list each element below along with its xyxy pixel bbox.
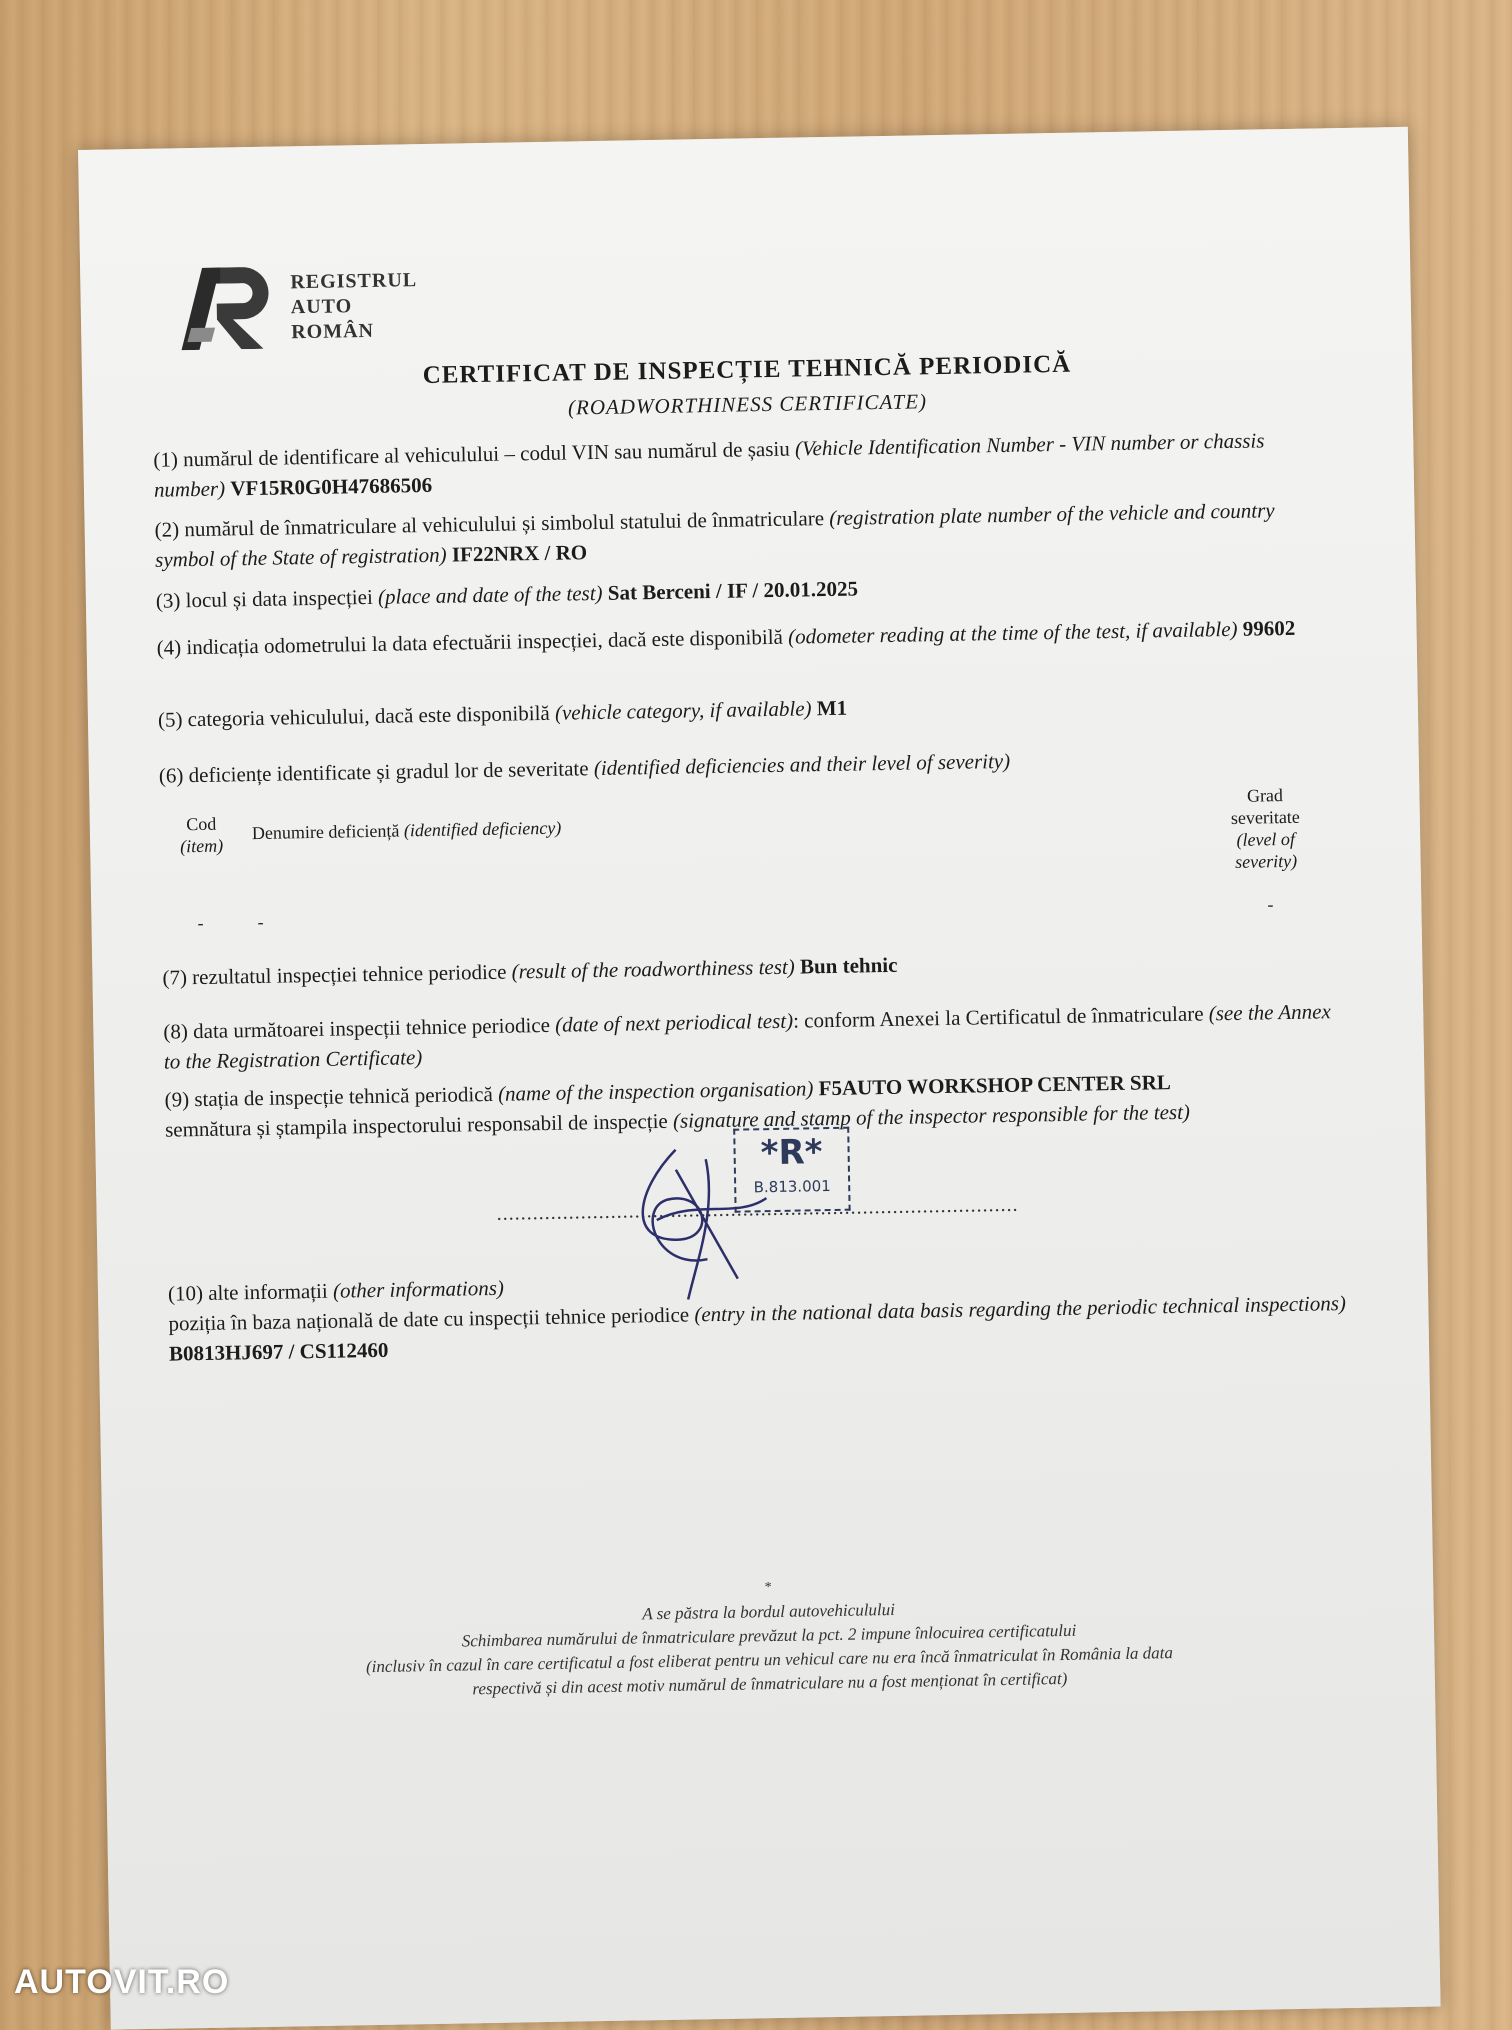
item-result-label: (7) rezultatul inspecției tehnice periodice <box>162 959 507 990</box>
logo-line-3: ROMÂN <box>291 319 375 344</box>
item-next-test <box>163 996 1344 1077</box>
deficiencies-table <box>159 783 1341 934</box>
stamp-code: B.813.001 <box>753 1177 831 1197</box>
footer-line-3: (inclusiv în cazul în care certificatul a fost eliberat pentru un vehicul care nu era încă înmatriculat în România la data <box>365 1643 1174 1677</box>
item-next-test-label: (8) data următoarei inspecții tehnice periodice <box>163 1012 551 1044</box>
rar-logo-icon <box>180 267 277 351</box>
footer-line-4: respectivă și din acest motiv numărul de înmatriculare nu a fost menționat în certificat) <box>472 1668 1068 1699</box>
item-vin-value: VF15R0G0H47686506 <box>230 472 433 501</box>
certificate-title: CERTIFICAT DE INSPECȚIE TEHNICĂ PERIODICĂ <box>422 350 1072 390</box>
col-denumire-label: Denumire deficiență <box>251 820 400 844</box>
col-cod-label: Cod <box>186 813 217 835</box>
autovit-watermark: AUTOVIT.RO <box>14 1963 230 2001</box>
item-place-date-label: (3) locul și data inspecției <box>155 584 373 613</box>
item-place-date-value: Sat Berceni / IF / 20.01.2025 <box>607 576 859 605</box>
item-result-value: Bun tehnic <box>799 952 898 979</box>
item-deficiencies-label-en: (identified deficiencies and their level of severity) <box>593 748 1011 781</box>
col-denumire <box>252 817 562 844</box>
logo-text <box>290 268 418 345</box>
col-grad-label-2: severitate <box>1230 806 1300 828</box>
logo-line-1: REGISTRUL <box>290 269 418 294</box>
item-result-label-en: (result of the roadworthiness test) <box>511 954 795 984</box>
item-plate-value: IF22NRX / RO <box>451 540 588 567</box>
item-odometer <box>156 612 1336 663</box>
item-next-test-value: : conform Anexei la Certificatul de înmatriculare <box>792 1001 1204 1033</box>
item-odometer-label: (4) indicația odometrului la data efectuării inspecției, dacă este disponibilă <box>156 624 784 660</box>
empty-grad: - <box>1267 894 1274 915</box>
stamp-letter: *R* <box>760 1132 823 1174</box>
footer-line-1: A se păstra la bordul autovehiculului <box>642 1599 896 1624</box>
empty-denumire: - <box>257 911 264 932</box>
signature-label: semnătura și ștampila inspectorului responsabil de inspecție <box>164 1108 668 1142</box>
item-vin-label: (1) numărul de identificare al vehiculului – codul VIN sau numărul de șasiu <box>153 436 790 472</box>
empty-cod: - <box>197 912 204 934</box>
item-next-test-value-en: (see the Annex to the Registration Certificate) <box>163 999 1332 1074</box>
certificate-subtitle: (ROADWORTHINESS CERTIFICATE) <box>567 389 928 420</box>
item-plate-label-en: (registration plate number of the vehicle and country symbol of the State of registration) <box>154 498 1275 572</box>
col-grad <box>1230 784 1300 873</box>
col-cod <box>180 813 224 858</box>
item-category <box>158 684 1338 735</box>
item-national-db-label-en: (entry in the national data basis regarding the periodic technical inspections) <box>694 1291 1347 1327</box>
footer-line-2: Schimbarea numărului de înmatriculare prevăzut la pct. 2 impune înlocuirea certificatului <box>461 1620 1077 1651</box>
col-denumire-label-en: (identified deficiency) <box>403 817 562 841</box>
item-national-db-value: B0813HJ697 / CS112460 <box>168 1337 389 1366</box>
item-station-label-en: (name of the inspection organisation) <box>497 1076 814 1106</box>
col-grad-label: Grad <box>1246 785 1284 806</box>
item-other-info <box>168 1258 1349 1369</box>
item-other-info-label-en: (other informations) <box>332 1275 505 1303</box>
item-vin <box>153 424 1334 505</box>
item-national-db-label: poziția în baza națională de date cu inspecții tehnice periodice <box>168 1302 690 1336</box>
item-category-value: M1 <box>816 695 848 721</box>
item-result <box>162 942 1342 993</box>
footer-star: * <box>764 1580 772 1596</box>
signature-label-en: (signature and stamp of the inspector responsible for the test) <box>672 1099 1191 1133</box>
item-odometer-label-en: (odometer reading at the time of the test, if available) <box>787 616 1238 649</box>
item-station-value: F5AUTO WORKSHOP CENTER SRL <box>818 1070 1172 1101</box>
item-other-info-label: (10) alte informații <box>167 1278 328 1306</box>
certificate-paper <box>78 127 1441 2030</box>
item-place-date-label-en: (place and date of the test) <box>377 580 603 609</box>
item-plate-label: (2) numărul de înmatriculare al vehiculului și simbolul statului de înmatriculare <box>154 506 825 542</box>
col-grad-label-en: (level of <box>1236 828 1296 850</box>
item-deficiencies <box>159 740 1339 791</box>
footer-note <box>103 1565 1435 1708</box>
item-plate <box>154 494 1335 575</box>
col-cod-label-en: (item) <box>179 835 224 857</box>
signature-line: ....................................................................................... <box>496 1193 1019 1225</box>
col-grad-label-en-2: severity) <box>1234 850 1298 872</box>
item-category-label: (5) categoria vehiculului, dacă este disponibilă <box>157 700 550 732</box>
item-odometer-value: 99602 <box>1242 615 1296 641</box>
item-next-test-label-en: (date of next periodical test) <box>554 1008 794 1037</box>
item-deficiencies-label: (6) deficiențe identificate și gradul lor de severitate <box>158 756 589 788</box>
item-station-label: (9) stația de inspecție tehnică periodică <box>164 1081 494 1112</box>
item-place-date <box>156 565 1336 616</box>
item-category-label-en: (vehicle category, if available) <box>554 696 812 725</box>
logo-line-2: AUTO <box>290 295 353 319</box>
item-vin-label-en: (Vehicle Identification Number - VIN number or chassis number) <box>153 428 1265 502</box>
